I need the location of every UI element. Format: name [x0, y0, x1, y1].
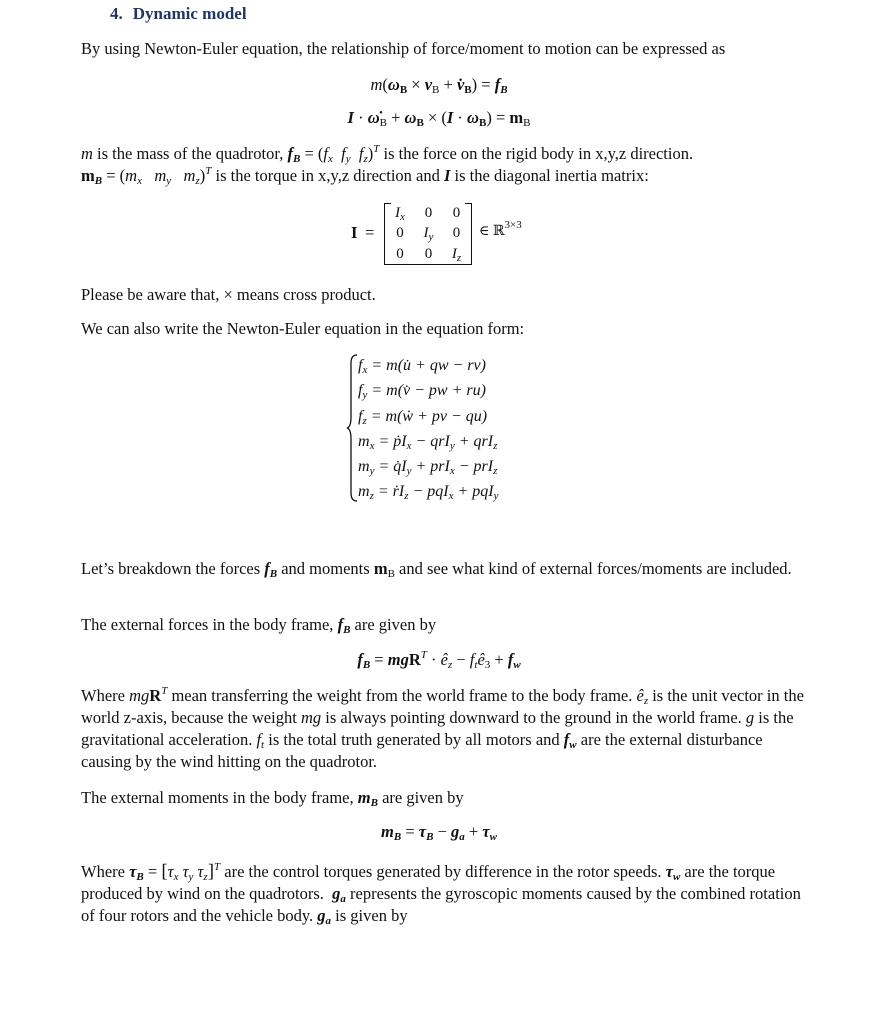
matrix-cell: 0 [396, 246, 404, 262]
mass-text: is the mass of the quadrotor, [92, 144, 288, 163]
cross-product-note: Please be aware that, × means cross product. [81, 285, 376, 304]
matrix-cell: 0 [424, 246, 433, 262]
matrix-cell: 0 [424, 205, 433, 221]
left-brace-icon [346, 353, 358, 503]
matrix-cell: $I_x$ [395, 205, 405, 223]
equation-form-intro: We can also write the Newton-Euler equation in the equation form: [81, 319, 525, 338]
inertia-matrix: I = $I_x$ 0 0 0 $I_y$ 0 0 0 $I_z$ ∈ ℝ$^{3\times 3}$ [351, 203, 571, 265]
matrix-label: I [351, 223, 358, 242]
equation-external-forces: $f_B = mgR^T$ · $ê_z$ − $f_tê_3 + f_w$ [357, 649, 521, 671]
external-moments-intro: The external moments in the body frame, $m_B$ are given by [81, 788, 464, 809]
intro-paragraph: By using Newton-Euler equation, the relationship of force/moment to motion can be expressed as [81, 39, 726, 58]
inertia-symbol: I [443, 166, 451, 185]
system-line: $f_z$ = m(ẇ + pv − qu) [358, 407, 488, 427]
matrix-membership: ∈ ℝ$^{3\times 3}$ [479, 219, 522, 239]
equation-external-moments: $m_B = \tau_B - g_a + \tau_w$ [381, 822, 497, 843]
matrix-cells [385, 203, 471, 265]
section-heading [110, 4, 247, 24]
section-title: Dynamic model [132, 4, 247, 23]
matrix-cell: 0 [452, 225, 461, 241]
system-line: $m_x$ = ṗI$_x$ − qrI$_y$ + qrI$_z$ [358, 432, 498, 452]
matrix-cell: $I_y$ [423, 225, 434, 243]
matrix-cell: 0 [396, 225, 404, 241]
newton-euler-system [346, 353, 546, 503]
torque-text: is the torque in x,y,z direction and [211, 166, 444, 185]
force-text: is the force on the rigid body in x,y,z direction. [379, 144, 694, 163]
system-line: $f_x$ = m(u̇ + qw − rv) [358, 357, 486, 376]
matrix-brackets [384, 203, 472, 265]
equation-translational: $m(\omega_B \times v_B$ + $v̇_B) = f_B$ [370, 75, 508, 96]
matrix-cell: 0 [452, 205, 461, 221]
matrix-cell: $I_z$ [451, 246, 462, 264]
inertia-text: is the diagonal inertia matrix: [450, 166, 649, 185]
system-line: $m_y$ = $q̇I_y + prI_x - prI_z$ [358, 458, 498, 478]
mass-definition: m is the mass of the quadrotor, $f_B = (f_x$ $f_y$ $f_z)^T$ is the force on the rigid body in x,y,z direction. $m_B = (m_x$ $m_y$ $m_z)^T$ is the torque in x,y,z direction and I is the diagonal inertia matrix: [81, 143, 694, 187]
mass-symbol: m [81, 144, 93, 163]
forces-explanation: Where mgR$^T$ mean transferring the weight from the world frame to the body frame. $ê_z$ is the unit vector in the world z-axis, because the weight mg is always pointing downward to the ground in the world frame. g is the gravitational acceleration. $f_t$ is the total truth generated by all motors and $f_w$ are the external disturbance causing by the wind hitting on the quadrotor. [81, 685, 804, 771]
system-line: $m_z$ = ṙI$_z$ − pqI$_x$ + pqI$_y$ [358, 483, 499, 503]
external-forces-intro: The external forces in the body frame, $f_B$ are given by [81, 615, 437, 636]
torques-explanation: Where $\tau_B = [\tau_x$ $\tau_y$ $\tau_z]^T$ are the control torques generated by difference in the rotor speeds. $\tau_w$ are the torque produced by wind on the quadrotors. $g_a$ represents the gyroscopic moments caused by the combined rotation of four rotors and the vehicle body. $g_a$ is given by [81, 861, 801, 927]
breakdown-paragraph: Let’s breakdown the forces $f_B$ and moments $m_B$ and see what kind of external forces/moments are included. [81, 559, 792, 580]
equation-rotational: $I \cdot \omegȧ_B + \omega_B \times (I \cdot \omega_B) = m_B$ [347, 108, 531, 129]
section-number: 4. [110, 4, 123, 23]
system-line: $f_y$ = m(v̇ − pw + ru) [358, 382, 486, 402]
